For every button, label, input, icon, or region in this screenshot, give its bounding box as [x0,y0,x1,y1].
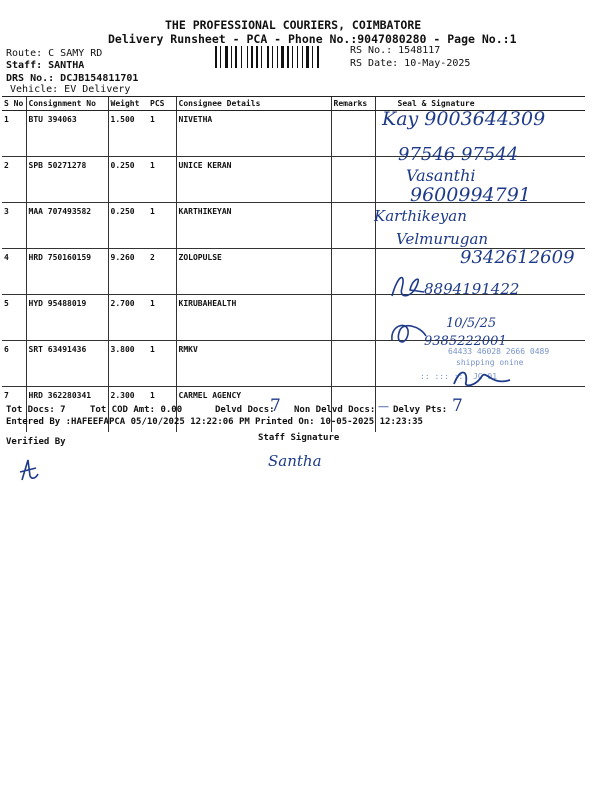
cell-remarks [331,111,375,157]
entered-by: Entered By :HAFEEFAPCA 05/10/2025 12:22:06 PM [6,417,250,427]
cell-pcs: 1 [148,295,176,341]
cell-pcs: 1 [148,157,176,203]
delivered-docs-label: Delvd Docs: [215,405,275,415]
barcode-bar [241,46,242,68]
cell-remarks [331,249,375,295]
barcode-bar [306,46,309,68]
handwritten-delivered-count: 7 [270,396,281,416]
barcode-bar [302,46,303,68]
signature-scribble-5 [388,270,428,304]
cell-consignee: CARMEL AGENCY [176,387,331,433]
barcode-bar [256,46,258,68]
total-docs: Tot Docs: 7 [6,405,66,415]
col-pcs: PCS [148,97,176,111]
handwritten-signature-2: Vasanthi [406,166,476,185]
cell-pcs: 1 [148,111,176,157]
staff-handwritten-signature: Santha [268,452,322,470]
delivery-points-label: Delvy Pts: [393,405,448,415]
rs-number: RS No.: 1548117 [350,45,441,56]
handwritten-phone-5: 8894191422 [424,280,520,298]
col-sno: S No [2,97,26,111]
barcode-bar [317,46,319,68]
handwritten-date-6: 10/5/25 [446,316,497,331]
seal-stamp-line-1: 64433 46028 2666 0489 [448,347,550,356]
col-weight: Weight [108,97,148,111]
barcode-bar [235,46,237,68]
verifier-signature-scribble [18,454,40,484]
non-delivered-docs-label: Non Delvd Docs: [294,405,376,415]
handwritten-delivery-points: 7 [452,396,463,416]
cell-sno: 6 [2,341,26,387]
handwritten-phone-3: 9600994791 [410,184,531,206]
barcode-bar [215,46,217,68]
route-label: Route: C SAMY RD [6,48,103,59]
cell-consignee: KIRUBAHEALTH [176,295,331,341]
barcode-bar [272,46,273,68]
col-consignment: Consignment No [26,97,108,111]
barcode [215,46,343,68]
barcode-bar [231,46,232,68]
seal-stamp-line-3: :: ::: ::: JC 01 [420,372,498,381]
company-title: THE PROFESSIONAL COURIERS, COIMBATORE [165,18,422,32]
cell-weight: 0.250 [108,203,148,249]
handwritten-phone-6: 9385222001 [424,334,507,349]
vehicle-label: Vehicle: EV Delivery [10,84,131,95]
cell-consignee: KARTHIKEYAN [176,203,331,249]
col-remarks: Remarks [331,97,375,111]
handwritten-signature-3: Karthikeyan [374,207,467,225]
printed-on: Printed On: 10-05-2025 12:23:35 [255,417,423,427]
cell-remarks [331,203,375,249]
cell-pcs: 1 [150,391,155,400]
cell-consignment: SRT 63491436 [26,341,108,387]
barcode-bar [297,46,298,68]
drs-number: DRS No.: DCJB154811701 [6,73,139,84]
col-consignee: Consignee Details [176,97,331,111]
staff-label: Staff: SANTHA [6,60,85,71]
col-seal: Seal & Signature [375,97,585,111]
cell-consignment: HRD 750160159 [26,249,108,295]
handwritten-signature-4: Velmurugan [396,230,489,248]
cell-sno: 3 [2,203,26,249]
verified-by-label: Verified By [6,437,66,447]
cell-sno: 5 [2,295,26,341]
barcode-bar [225,46,228,68]
cell-remarks [331,341,375,387]
staff-signature-label: Staff Signature [258,433,340,443]
cell-consignment: BTU 394063 [26,111,108,157]
barcode-bar [251,46,253,68]
handwritten-phone-2: 97546 97544 [398,144,519,165]
barcode-bar [287,46,289,68]
cell-consignee: ZOLOPULSE [176,249,331,295]
table-row [2,203,585,249]
cell-consignee: UNICE KERAN [176,157,331,203]
barcode-bar [267,46,269,68]
cell-sno: 7 [4,391,9,400]
barcode-bar [277,46,278,68]
cell-weight: 2.300 [108,387,148,433]
cell-consignee: RMKV [176,341,331,387]
runsheet-subtitle: Delivery Runsheet - PCA - Phone No.:9047080280 - Page No.:1 [108,32,517,46]
cell-sno: 1 [2,111,26,157]
handwritten-signature-1: Kay 9003644309 [382,108,546,130]
barcode-bar [220,46,221,68]
cell-consignment: MAA 707493582 [26,203,108,249]
barcode-bar [247,46,248,68]
cell-consignment: HYD 95488019 [26,295,108,341]
seal-stamp-line-2: shipping onine [456,358,524,367]
cell-weight: 2.700 [108,295,148,341]
cell-remarks [331,157,375,203]
rs-date: RS Date: 10-May-2025 [350,58,471,69]
cell-consignment: SPB 50271278 [26,157,108,203]
cell-sno: 4 [2,249,26,295]
cell-pcs: 1 [148,203,176,249]
cell-weight: 3.800 [108,341,148,387]
barcode-bar [281,46,284,68]
signature-scribble-7 [452,366,512,390]
cell-consignee: NIVETHA [176,111,331,157]
cell-weight: 9.260 [108,249,148,295]
total-cod-amount: Tot COD Amt: 0.00 [90,405,183,415]
cell-consignment: HRD 362280341 [26,387,108,433]
cell-weight: 0.250 [108,157,148,203]
cell-pcs: 2 [148,249,176,295]
cell-weight: 1.500 [108,111,148,157]
cell-remarks [331,295,375,341]
barcode-bar [261,46,262,68]
barcode-bar [292,46,293,68]
barcode-bar [312,46,313,68]
handwritten-non-delivered-mark: — [378,400,389,413]
handwritten-phone-4: 9342612609 [460,247,575,268]
cell-sno: 2 [2,157,26,203]
cell-pcs: 1 [148,341,176,387]
